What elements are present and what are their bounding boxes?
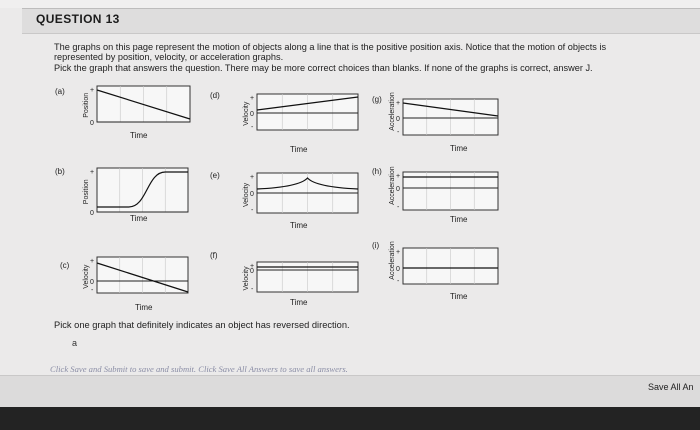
- graph-i-minus-tick: -: [397, 278, 400, 285]
- graph-b-xlabel: Time: [130, 214, 148, 223]
- graph-f-xlabel: Time: [290, 298, 308, 307]
- save-all-answers-button[interactable]: Save All An: [648, 382, 694, 392]
- graph-e-minus-tick: -: [251, 207, 254, 214]
- graph-e-ylabel: Velocity: [243, 182, 250, 207]
- graph-h-plus-tick: +: [396, 173, 401, 180]
- graph-d-ylabel: Velocity: [243, 101, 250, 126]
- graph-f-minus-tick: -: [251, 286, 254, 293]
- graph-c-xlabel: Time: [135, 303, 153, 312]
- graph-i-letter: (i): [372, 241, 380, 250]
- graph-c-minus-tick: -: [91, 287, 94, 294]
- graph-g-plus-tick: +: [396, 100, 401, 107]
- graph-i-ylabel: Acceleration: [389, 241, 396, 280]
- graph-b-ylabel: Position: [83, 179, 90, 205]
- answer-field[interactable]: [54, 334, 354, 350]
- graph-i-xlabel: Time: [450, 292, 468, 301]
- graph-c-ylabel: Velocity: [83, 264, 90, 289]
- question-title: QUESTION 13: [36, 12, 120, 26]
- answer-value: a: [72, 338, 78, 348]
- graph-h-minus-tick: -: [397, 204, 400, 211]
- graph-d-minus-tick: -: [251, 124, 254, 131]
- prompt-line-3: Pick the graph that answers the question. There may be more correct choices than blanks. If none of the graphs is correct, answer J.: [54, 62, 593, 73]
- graph-a-letter: (a): [55, 87, 65, 96]
- graph-d-zero-tick: 0: [250, 111, 254, 118]
- graph-b-zero-tick: 0: [90, 210, 94, 217]
- graph-f-zero-tick: 0: [250, 268, 254, 275]
- prompt-line-2: represented by position, velocity, or acceleration graphs.: [54, 52, 284, 63]
- graph-a-ylabel: Position: [83, 92, 90, 118]
- graph-f-plus-tick: +: [250, 263, 255, 270]
- graph-d-letter: (d): [210, 91, 220, 100]
- graph-a-zero-tick: 0: [90, 120, 94, 127]
- graph-h-xlabel: Time: [450, 215, 468, 224]
- prompt-line-1: The graphs on this page represent the motion of objects along a line that is the positive position axis. Notice that the motion of objects is: [54, 42, 607, 52]
- graph-e-plus-tick: +: [250, 174, 255, 181]
- graph-c-letter: (c): [60, 261, 70, 270]
- graph-g-ylabel: Acceleration: [389, 92, 396, 131]
- graph-g-letter: (g): [372, 95, 382, 104]
- graph-b-plus-tick: +: [90, 169, 95, 176]
- graph-g-zero-tick: 0: [396, 116, 400, 123]
- graph-a-plus-tick: +: [90, 87, 95, 94]
- graph-g-xlabel: Time: [450, 144, 468, 153]
- graph-d-plus-tick: +: [250, 95, 255, 102]
- graph-h-zero-tick: 0: [396, 186, 400, 193]
- graph-b-letter: (b): [55, 167, 65, 176]
- save-hint: Click Save and Submit to save and submit. Click Save All Answers to save all answers.: [50, 364, 348, 374]
- graph-c-zero-tick: 0: [90, 279, 94, 286]
- graph-i-zero-tick: 0: [396, 266, 400, 273]
- graph-f-ylabel: Velocity: [243, 266, 250, 291]
- footer-dark-strip: [0, 407, 700, 430]
- sub-question: Pick one graph that definitely indicates an object has reversed direction.: [54, 320, 350, 330]
- graph-e-zero-tick: 0: [250, 191, 254, 198]
- graph-a-xlabel: Time: [130, 131, 148, 140]
- graph-i-plus-tick: +: [396, 249, 401, 256]
- graph-g-minus-tick: -: [397, 129, 400, 136]
- graph-h-ylabel: Acceleration: [389, 166, 396, 205]
- graph-h-letter: (h): [372, 167, 382, 176]
- graph-d-xlabel: Time: [290, 145, 308, 154]
- graph-e-xlabel: Time: [290, 221, 308, 230]
- graph-e-letter: (e): [210, 171, 220, 180]
- graph-c-plus-tick: +: [90, 258, 95, 265]
- graph-f-letter: (f): [210, 251, 218, 260]
- bottom-bar: [0, 375, 700, 408]
